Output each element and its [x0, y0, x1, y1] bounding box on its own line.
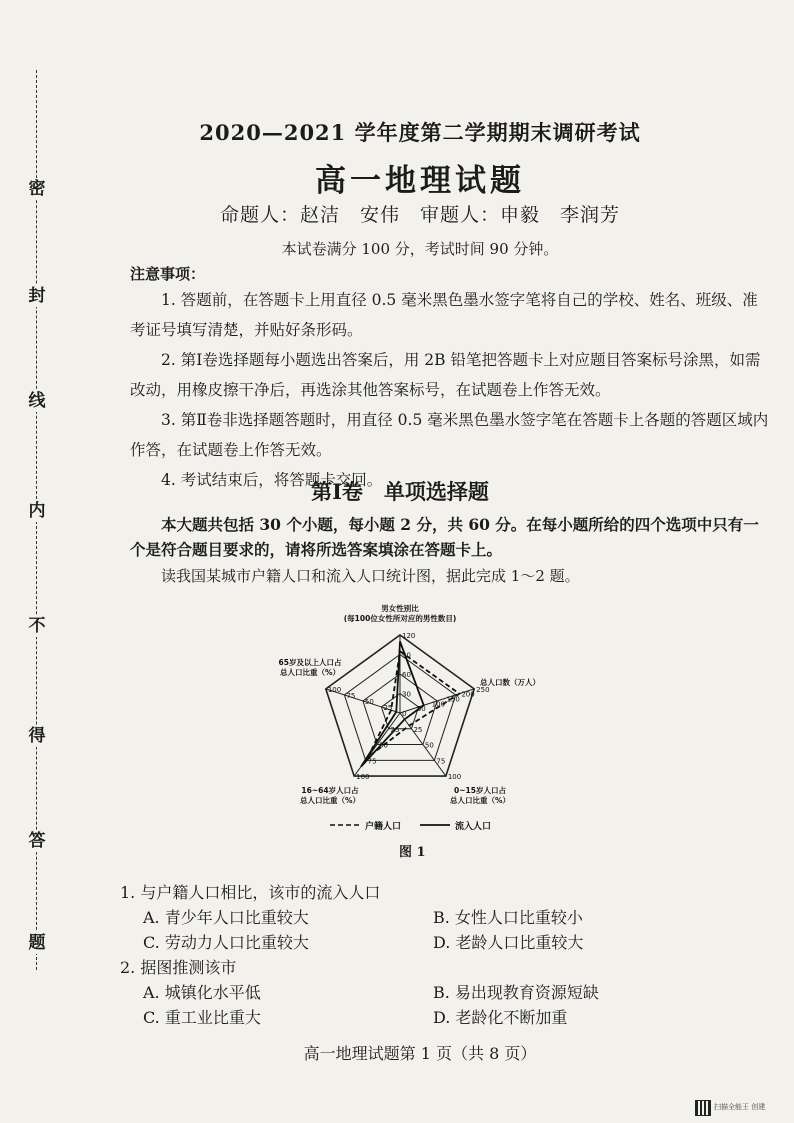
seal-line-margin	[30, 70, 44, 970]
axis-label: 0~15岁人口占	[454, 786, 506, 795]
authors-line: 命题人：赵洁 安伟 审题人：申毅 李润芳	[219, 204, 620, 226]
tick-label: 60	[402, 671, 411, 679]
option-d: D. 老龄化不断加重	[433, 1008, 568, 1027]
question-stem: 1. 与户籍人口相比，该市的流入人口	[120, 883, 381, 902]
tick-label: 75	[367, 757, 377, 766]
tick-label: 90	[402, 651, 411, 660]
radar-legend	[330, 820, 491, 832]
tick-label: 75	[346, 691, 356, 700]
exam-title: 2020—2021 学年度第二学期期末调研考试	[199, 120, 641, 145]
axis-label: 总人口数（万人）	[480, 678, 540, 687]
axis-label: 总人口比重（%）	[449, 796, 511, 805]
axis-label: 65岁及以上人口占	[278, 658, 342, 667]
seal-char: 内	[26, 500, 48, 522]
seal-char: 线	[26, 390, 48, 412]
tick-label: 50	[424, 741, 434, 750]
tick-label: 25	[413, 725, 423, 734]
option-b: B. 易出现教育资源短缺	[433, 983, 599, 1002]
tick-label: 150	[446, 695, 460, 704]
tick-label: 30	[402, 690, 411, 699]
page-footer: 高一地理试题第 1 页（共 8 页）	[303, 1044, 537, 1063]
tick-label: 120	[402, 632, 416, 640]
radar-ticks	[328, 632, 490, 781]
axis-label: 男女性别比	[381, 604, 419, 613]
notice-list	[130, 285, 770, 495]
seal-char: 密	[26, 178, 48, 200]
tick-label: 50	[416, 705, 426, 714]
axis-label: 总人口比重（%）	[299, 796, 361, 805]
scanner-watermark: 扫描全能王 创建	[714, 1103, 766, 1111]
notice-item: 4. 考试结束后，将答题卡交回。	[161, 471, 383, 489]
section-title: 第Ⅰ卷 单项选择题	[311, 479, 489, 504]
tick-label: 200	[461, 690, 475, 699]
question-instruction: 读我国某城市户籍人口和流入人口统计图，据此完成 1～2 题。	[161, 567, 580, 585]
question-stem: 2. 据图推测该市	[120, 958, 237, 977]
qr-code-icon	[695, 1100, 711, 1116]
tick-label: 25	[390, 725, 400, 734]
notice-heading: 注意事项：	[130, 265, 206, 283]
option-a: A. 城镇化水平低	[143, 983, 261, 1002]
axis-label: 总人口比重（%）	[279, 668, 341, 677]
section-intro: 本大题共包括 30 个小题，每小题 2 分，共 60 分。在每小题所给的四个选项中只有一个是符合题目要求的，请将所选答案填涂在答题卡上。	[130, 515, 759, 559]
tick-label: 100	[431, 700, 446, 709]
option-c: C. 劳动力人口比重较大	[143, 933, 309, 952]
option-c: C. 重工业比重大	[143, 1008, 261, 1027]
seal-char: 题	[26, 932, 48, 954]
axis-label: (每100位女性所对应的男性数目)	[343, 614, 457, 623]
tick-label: 100	[356, 773, 370, 782]
option-a: A. 青少年人口比重较大	[143, 908, 309, 927]
tick-label: 250	[476, 685, 490, 694]
axis-label: 16~64岁人口占	[301, 786, 359, 795]
notice-item: 2. 第Ⅰ卷选择题每小题选出答案后，用 2B 铅笔把答题卡上对应题目答案标号涂黑，如需改动，用橡皮擦干净后，再选涂其他答案标号，在试题卷上作答无效。	[130, 351, 761, 399]
option-d: D. 老龄人口比重较大	[433, 933, 584, 952]
seal-char: 封	[26, 285, 48, 307]
tick-label: 0	[402, 710, 407, 718]
exam-info: 本试卷满分 100 分，考试时间 90 分钟。	[281, 240, 559, 258]
seal-char: 不	[26, 615, 48, 637]
radar-chart	[270, 603, 540, 838]
radar-series	[361, 642, 459, 767]
tick-label: 75	[436, 757, 446, 766]
tick-label: 100	[447, 773, 462, 782]
seal-char: 得	[26, 725, 48, 747]
legend-label: 户籍人口	[365, 822, 402, 832]
figure-caption: 图 1	[399, 845, 426, 860]
option-b: B. 女性人口比重较小	[433, 908, 583, 927]
legend-label: 流入人口	[455, 822, 492, 832]
tick-label: 100	[327, 685, 342, 694]
tick-label: 25	[383, 703, 393, 712]
tick-label: 50	[364, 697, 374, 706]
notice-item: 3. 第Ⅱ卷非选择题答题时，用直径 0.5 毫米黑色墨水签字笔在答题卡上各题的答题区域内作答，在试题卷上作答无效。	[130, 411, 769, 459]
notice-item: 1. 答题前，在答题卡上用直径 0.5 毫米黑色墨水签字笔将自己的学校、姓名、班级、准考证号填写清楚，并贴好条形码。	[130, 291, 758, 339]
tick-label: 50	[379, 741, 388, 750]
subject-title: 高一地理试题	[315, 163, 525, 199]
seal-char: 答	[26, 830, 48, 852]
